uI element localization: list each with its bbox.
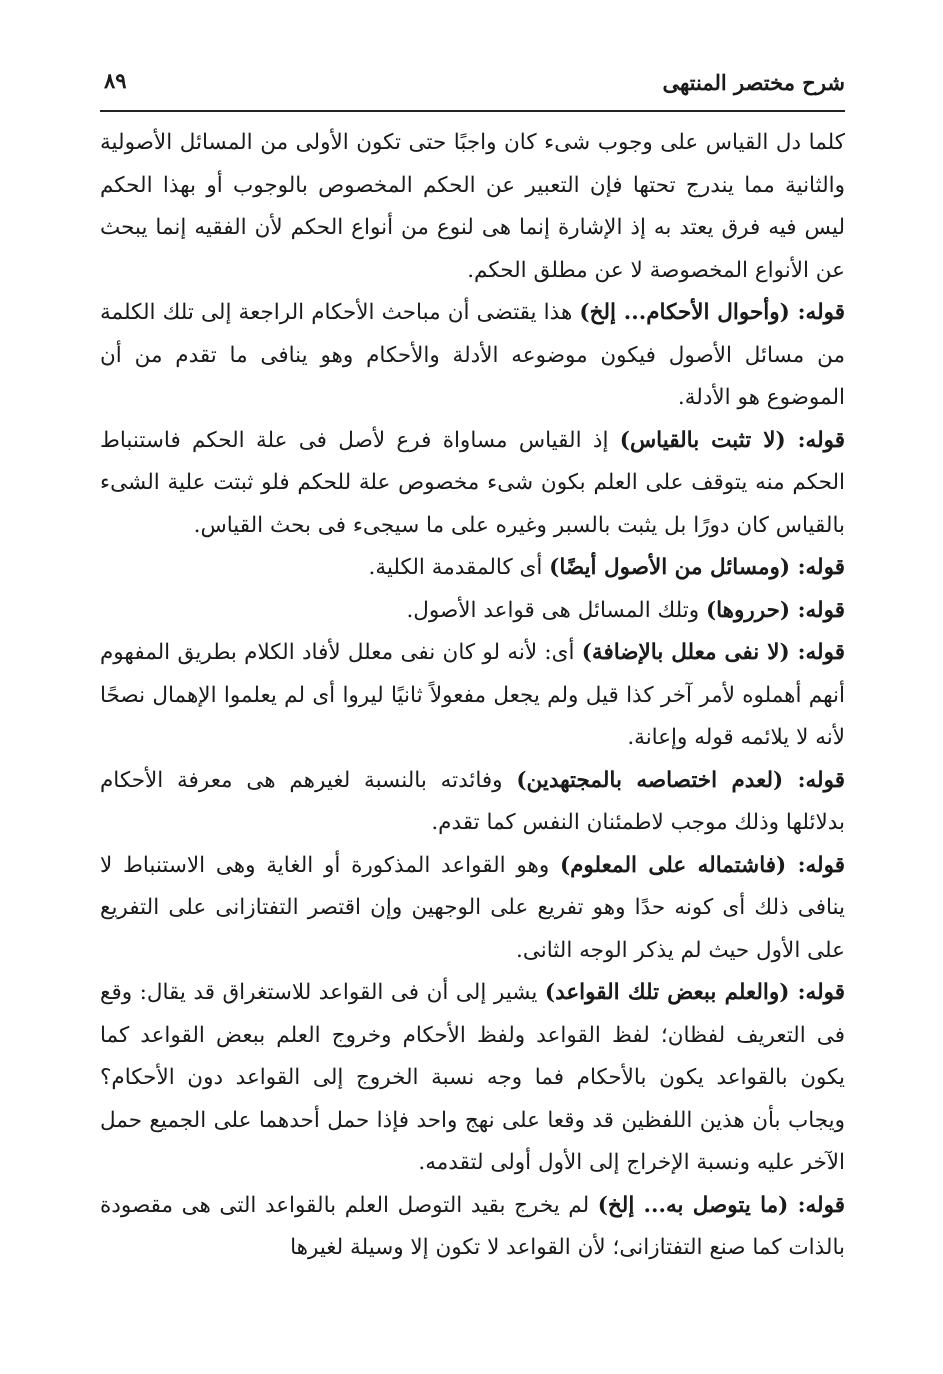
page-body xyxy=(100,122,845,1322)
header-rule xyxy=(100,110,845,112)
paragraph xyxy=(100,292,845,420)
paragraph xyxy=(100,547,845,590)
paragraph-lead: قوله: (لا نفى معلل بالإضافة) xyxy=(581,640,845,665)
paragraph xyxy=(100,420,845,548)
paragraph-lead: قوله: (فاشتماله على المعلوم) xyxy=(559,852,845,878)
page-header xyxy=(100,66,845,106)
paragraph-lead: قوله: (لعدم اختصاصه بالمجتهدين) xyxy=(516,767,845,793)
paragraph-lead: قوله: (وأحوال الأحكام... إلخ) xyxy=(579,300,845,325)
paragraph-text: وتلك المسائل هى قواعد الأصول. xyxy=(406,597,706,623)
paragraph-text: أى كالمقدمة الكلية. xyxy=(368,555,550,580)
paragraph-text: يشير إلى أن فى القواعد للاستغراق قد يقال: وقع فى التعريف لفظان؛ لفظ القواعد ولفظ الأحكام وخروج العلم ببعض القواعد كما يكون بالقواعد يكون بالأحكام فما وجه نسبة الخروج إلى القواعد دون الأحكام؟ ويجاب بأن هذين اللفظين قد وقعا على نهج واحد فإذا حمل أحدهما على الجميع حمل الآخر عليه ونسبة الإخراج إلى الأول أولى لتقدمه. xyxy=(100,980,845,1175)
paragraph-lead: قوله: (لا تثبت بالقياس) xyxy=(619,427,846,453)
paragraph-lead: قوله: (حرروها) xyxy=(705,597,845,623)
paragraph-lead: قوله: (والعلم ببعض تلك القواعد) xyxy=(544,980,846,1005)
paragraph-text: إذ القياس مساواة فرع لأصل فى علة الحكم فاستنباط الحكم منه يتوقف على العلم بكون شىء مخصوص علة للحكم فلو ثبتت علية الشىء بالقياس كان دورًا بل يثبت بالسبر وغيره على ما سيجىء فى بحث القياس. xyxy=(100,427,845,538)
paragraph xyxy=(100,845,845,973)
paragraph xyxy=(100,122,845,292)
paragraph-text: لم يخرج بقيد التوصل العلم بالقواعد التى هى مقصودة بالذات كما صنع التفتازانى؛ لأن القواعد لا تكون إلا وسيلة لغيرها xyxy=(100,1192,845,1260)
page-number: ٨٩ xyxy=(104,68,127,93)
running-title: شرح مختصر المنتهى xyxy=(662,70,845,95)
paragraph-text: كلما دل القياس على وجوب شىء كان واجبًا حتى تكون الأولى من المسائل الأصولية والثانية مما يندرج تحتها فإن التعبير عن الحكم المخصوص بالوجوب أو بهذا الحكم ليس فيه فرق يعتد به إذ الإشارة إنما هى لنوع من أنواع الحكم لأن الفقيه إنما يبحث عن الأنواع المخصوصة لا عن مطلق الحكم. xyxy=(100,130,845,283)
paragraph-lead: قوله: (ما يتوصل به... إلخ) xyxy=(597,1192,845,1218)
paragraph xyxy=(100,972,845,1185)
paragraph xyxy=(100,1185,845,1270)
paragraph-text: أى: لأنه لو كان نفى معلل لأفاد الكلام بطريق المفهوم أنهم أهملوه لأمر آخر كذا قيل ولم يجعل مفعولاً ثانيًا ليروا أى لم يعلموا الإهمال نصحًا لأنه لا يلائمه قوله وإعانة. xyxy=(100,640,845,750)
paragraph-text: هذا يقتضى أن مباحث الأحكام الراجعة إلى تلك الكلمة من مسائل الأصول فيكون موضوعه الأدلة والأحكام وهو ينافى ما تقدم من أن الموضوع هو الأدلة. xyxy=(100,300,845,410)
paragraph-text: وهو القواعد المذكورة أو الغاية وهى الاستنباط لا ينافى ذلك أى كونه حدًا وهو تفريع على الوجهين وإن اقتصر التفتازانى على التفريع على الأول حيث لم يذكر الوجه الثانى. xyxy=(100,852,845,963)
paragraph xyxy=(100,632,845,760)
paragraph xyxy=(100,590,845,633)
paragraph xyxy=(100,760,845,845)
paragraph-lead: قوله: (ومسائل من الأصول أيضًا) xyxy=(549,555,845,580)
paragraph-text: وفائدته بالنسبة لغيرهم هى معرفة الأحكام بدلائلها وذلك موجب لاطمئنان النفس كما تقدم. xyxy=(100,767,845,835)
